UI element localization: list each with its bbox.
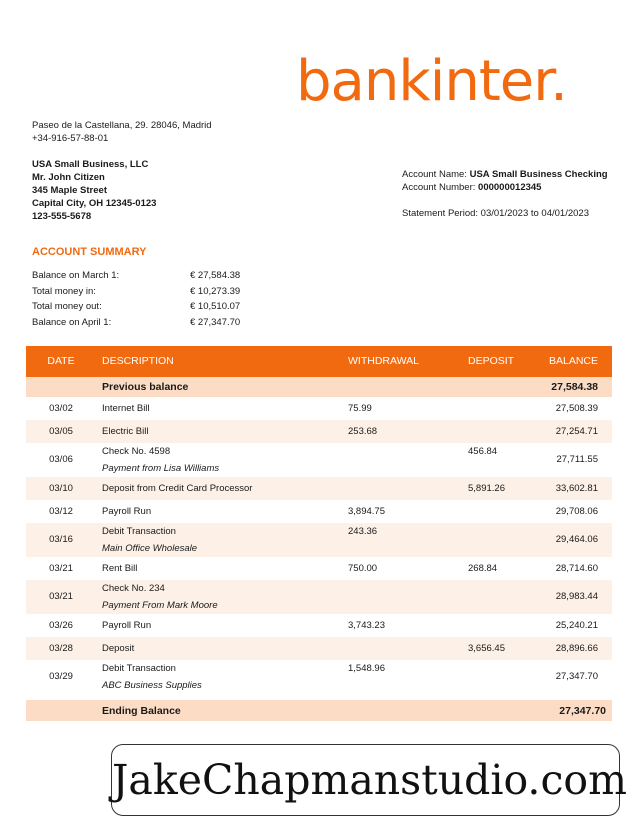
header-description: DESCRIPTION bbox=[102, 355, 174, 367]
ending-balance-row bbox=[26, 700, 612, 721]
row-subdescription: ABC Business Supplies bbox=[102, 680, 202, 691]
row-balance: 29,464.06 bbox=[555, 534, 598, 545]
bank-address bbox=[32, 119, 212, 145]
transaction-rows bbox=[26, 397, 612, 694]
account-name: USA Small Business Checking bbox=[469, 169, 608, 180]
row-withdrawal: 75.99 bbox=[348, 403, 372, 414]
row-withdrawal: 750.00 bbox=[348, 563, 378, 574]
table-row bbox=[26, 614, 612, 637]
client-contact: Mr. John Citizen bbox=[32, 172, 105, 183]
row-deposit: 268.84 bbox=[468, 563, 498, 574]
table-row bbox=[26, 443, 612, 477]
account-summary-title: ACCOUNT SUMMARY bbox=[32, 246, 147, 258]
bank-phone: +34-916-57-88-01 bbox=[32, 133, 109, 144]
row-balance: 28,896.66 bbox=[555, 643, 598, 654]
header-date: DATE bbox=[47, 355, 75, 367]
row-description: Deposit from Credit Card Processor bbox=[102, 483, 253, 494]
client-phone: 123-555-5678 bbox=[32, 211, 92, 222]
row-balance: 28,714.60 bbox=[555, 563, 598, 574]
header-deposit: DEPOSIT bbox=[468, 355, 515, 367]
row-balance: 27,347.70 bbox=[555, 671, 598, 682]
table-row bbox=[26, 477, 612, 500]
row-description: Debit Transaction bbox=[102, 663, 176, 674]
account-number-line bbox=[402, 181, 608, 194]
header-balance: BALANCE bbox=[548, 355, 598, 367]
summary-amount: € 10,273.39 bbox=[190, 285, 241, 297]
row-date: 03/12 bbox=[49, 506, 73, 517]
row-subdescription: Main Office Wholesale bbox=[102, 543, 198, 554]
row-withdrawal: 1,548.96 bbox=[348, 663, 385, 674]
table-header bbox=[26, 346, 612, 377]
row-description: Payroll Run bbox=[102, 506, 152, 517]
row-date: 03/28 bbox=[49, 643, 73, 654]
row-balance: 27,508.39 bbox=[555, 403, 598, 414]
client-address bbox=[32, 158, 156, 223]
row-description: Internet Bill bbox=[102, 403, 150, 414]
ending-balance-label: Ending Balance bbox=[102, 705, 181, 717]
account-info bbox=[402, 168, 608, 220]
row-withdrawal: 253.68 bbox=[348, 426, 378, 437]
header-withdrawal: WITHDRAWAL bbox=[348, 355, 419, 367]
row-date: 03/05 bbox=[49, 426, 73, 437]
account-number-label: Account Number: bbox=[402, 182, 479, 193]
row-description: Payroll Run bbox=[102, 620, 152, 631]
transactions-table bbox=[26, 346, 612, 721]
row-date: 03/21 bbox=[49, 591, 73, 602]
row-subdescription: Payment From Mark Moore bbox=[102, 600, 218, 611]
row-balance: 28,983.44 bbox=[555, 591, 598, 602]
bank-logo: bankinter. bbox=[296, 49, 567, 114]
table-row bbox=[26, 397, 612, 420]
table-row bbox=[26, 420, 612, 443]
ending-balance-value: 27,347.70 bbox=[559, 705, 606, 717]
account-number: 000000012345 bbox=[478, 182, 542, 193]
row-date: 03/26 bbox=[49, 620, 73, 631]
row-date: 03/16 bbox=[49, 534, 73, 545]
row-date: 03/29 bbox=[49, 671, 73, 682]
previous-balance-label: Previous balance bbox=[102, 381, 189, 393]
row-date: 03/02 bbox=[49, 403, 73, 414]
summary-label: Balance on April 1: bbox=[32, 316, 112, 328]
row-balance: 33,602.81 bbox=[555, 483, 598, 494]
table-row bbox=[26, 523, 612, 557]
summary-label: Total money out: bbox=[32, 301, 102, 312]
row-description: Check No. 4598 bbox=[102, 446, 171, 457]
table-row bbox=[26, 500, 612, 523]
row-withdrawal: 243.36 bbox=[348, 526, 378, 537]
account-name-line bbox=[402, 168, 608, 181]
row-date: 03/10 bbox=[49, 483, 73, 494]
summary-label: Total money in: bbox=[32, 285, 96, 297]
table-row bbox=[26, 660, 612, 694]
table-row bbox=[26, 637, 612, 660]
summary-amount: € 27,347.70 bbox=[190, 316, 241, 328]
row-balance: 27,711.55 bbox=[556, 454, 598, 465]
row-deposit: 3,656.45 bbox=[468, 643, 505, 654]
row-subdescription: Payment from Lisa Williams bbox=[102, 463, 220, 474]
account-name-label: Account Name: bbox=[402, 169, 470, 180]
row-description: Debit Transaction bbox=[102, 526, 176, 537]
summary-label: Balance on March 1: bbox=[32, 270, 120, 281]
table-row bbox=[26, 557, 612, 580]
previous-balance-value: 27,584.38 bbox=[551, 381, 598, 393]
client-city: Capital City, OH 12345-0123 bbox=[32, 198, 157, 209]
client-street: 345 Maple Street bbox=[32, 185, 107, 196]
row-description: Rent Bill bbox=[102, 563, 138, 574]
row-date: 03/21 bbox=[49, 563, 73, 574]
row-deposit: 456.84 bbox=[468, 446, 498, 457]
summary-amount: € 27,584.38 bbox=[190, 270, 241, 281]
watermark: JakeChapmanstudio.com bbox=[111, 744, 620, 816]
client-company: USA Small Business, LLC bbox=[32, 159, 149, 170]
row-withdrawal: 3,894.75 bbox=[348, 506, 385, 517]
row-withdrawal: 3,743.23 bbox=[348, 620, 385, 631]
row-balance: 27,254.71 bbox=[555, 426, 598, 437]
row-date: 03/06 bbox=[49, 454, 73, 465]
row-description: Electric Bill bbox=[102, 426, 149, 437]
statement-period: Statement Period: 03/01/2023 to 04/01/2023 bbox=[402, 208, 589, 219]
row-balance: 25,240.21 bbox=[555, 620, 598, 631]
summary-amount: € 10,510.07 bbox=[190, 301, 241, 312]
bank-street: Paseo de la Castellana, 29. 28046, Madrid bbox=[32, 120, 212, 131]
table-row bbox=[26, 580, 612, 614]
row-description: Check No. 234 bbox=[102, 583, 165, 594]
row-balance: 29,708.06 bbox=[555, 506, 598, 517]
row-deposit: 5,891.26 bbox=[468, 483, 505, 494]
previous-balance-row bbox=[26, 377, 612, 397]
row-description: Deposit bbox=[102, 643, 135, 654]
